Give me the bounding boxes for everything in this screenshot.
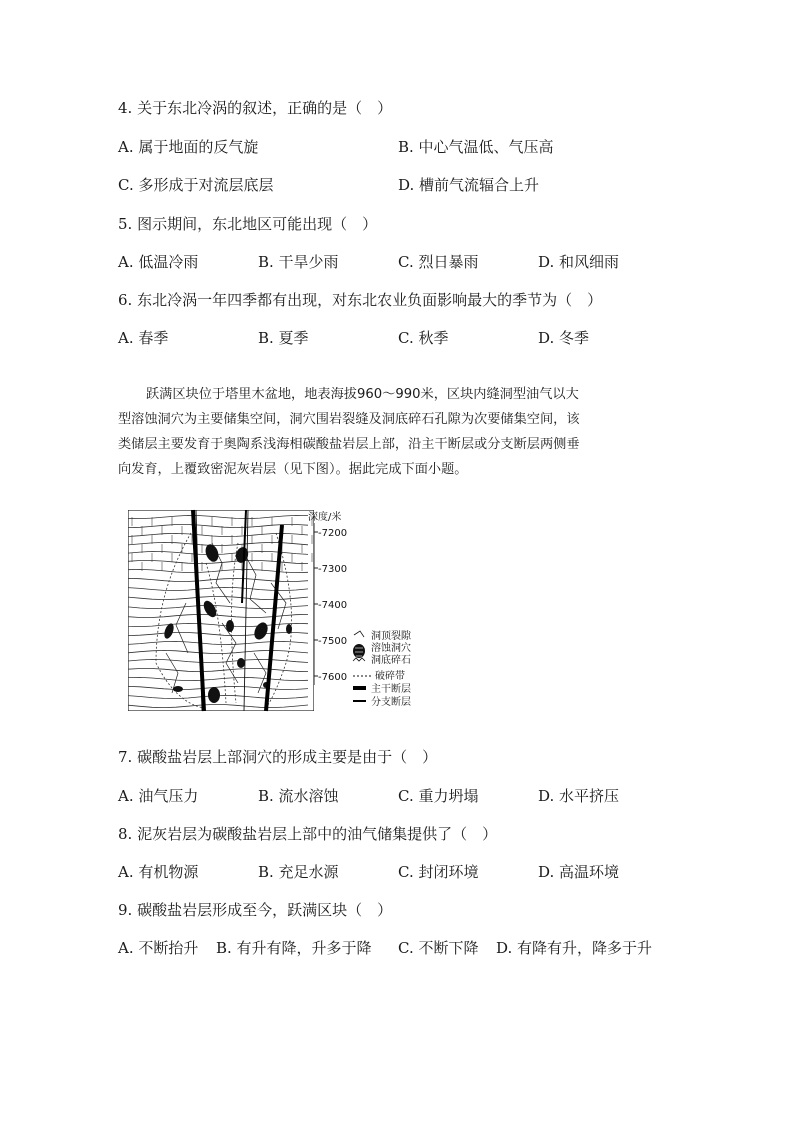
question-6-option-a: A. 春季 [118,329,169,347]
figure-legend [353,629,412,708]
question-7-option-d: D. 水平挤压 [538,787,620,805]
question-9-option-b: B. 有升有降，升多于降 [216,939,372,957]
question-6-option-b: B. 夏季 [258,329,309,347]
roof-fracture-symbol [354,631,364,637]
question-4-option-d: D. 槽前气流辐合上升 [398,176,540,194]
question-4-option-b: B. 中心气温低、气压高 [398,138,554,156]
question-5-option-b: B. 干旱少雨 [258,253,339,271]
question-4-option-a: A. 属于地面的反气旋 [118,138,259,156]
passage-line-4: 向发育，上覆致密泥灰岩层（见下图）。据此完成下面小题。 [118,462,468,477]
question-8-option-a: A. 有机物源 [118,863,199,881]
legend-label: 分支断层 [371,697,411,708]
legend-label: 主干断层 [371,684,411,695]
reservoir-cross-section-figure [126,503,426,715]
legend-label: 破碎带 [375,671,405,682]
question-7-option-a: A. 油气压力 [118,787,199,805]
question-8-stem: 8. 泥灰岩层为碳酸盐岩层上部中的油气储集提供了（ ） [118,825,498,843]
depth-axis [308,510,347,685]
question-9-option-c: C. 不断下降 [398,939,479,957]
question-6-stem: 6. 东北冷涡一年四季都有出现，对东北农业负面影响最大的季节为（ ） [118,291,603,309]
passage-line-2: 型溶蚀洞穴为主要储集空间，洞穴围岩裂缝及洞底碎石孔隙为次要储集空间，该 [118,412,580,427]
depth-axis-title: 深度/米 [308,512,342,523]
legend-label: 溶蚀洞穴 [371,643,411,654]
question-9-stem: 9. 碳酸盐岩层形成至今，跃满区块（ ） [118,901,393,919]
question-4-stem: 4. 关于东北冷涡的叙述，正确的是（ ） [118,99,393,117]
question-5-option-c: C. 烈日暴雨 [398,253,479,271]
rock-strata-block [128,510,314,711]
legend-label: 洞底碎石 [371,655,411,666]
question-5-option-a: A. 低温冷雨 [118,253,199,271]
passage-line-3: 类储层主要发育于奥陶系浅海相碳酸盐岩层上部，沿主干断层或分支断层两侧垂 [118,437,580,452]
rubble-symbol [353,658,365,661]
question-4-option-c: C. 多形成于对流层底层 [118,176,274,194]
question-8-option-b: B. 充足水源 [258,863,339,881]
question-7-option-b: B. 流水溶蚀 [258,787,339,805]
question-9-option-d: D. 有降有升，降多于升 [496,939,653,957]
question-8-option-c: C. 封闭环境 [398,863,479,881]
depth-tick-label: -7400 [318,600,348,611]
depth-tick-label: -7300 [318,564,348,575]
reading-passage [118,382,678,482]
legend-label: 洞顶裂隙 [371,631,411,642]
depth-tick-label: -7500 [318,636,348,647]
passage-line-1: 跃满区块位于塔里木盆地，地表海拔960～990米，区块内缝洞型油气以大 [146,387,579,402]
question-8-option-d: D. 高温环境 [538,863,620,881]
question-7-option-c: C. 重力坍塌 [398,787,479,805]
depth-tick-label: -7200 [318,528,348,539]
question-5-option-d: D. 和风细雨 [538,253,620,271]
question-9-option-a: A. 不断抬升 [118,939,199,957]
depth-tick-label: -7600 [318,672,348,683]
question-6-option-d: D. 冬季 [538,329,590,347]
question-6-option-c: C. 秋季 [398,329,449,347]
question-5-stem: 5. 图示期间，东北地区可能出现（ ） [118,215,378,233]
question-7-stem: 7. 碳酸盐岩层上部洞穴的形成主要是由于（ ） [118,748,438,766]
